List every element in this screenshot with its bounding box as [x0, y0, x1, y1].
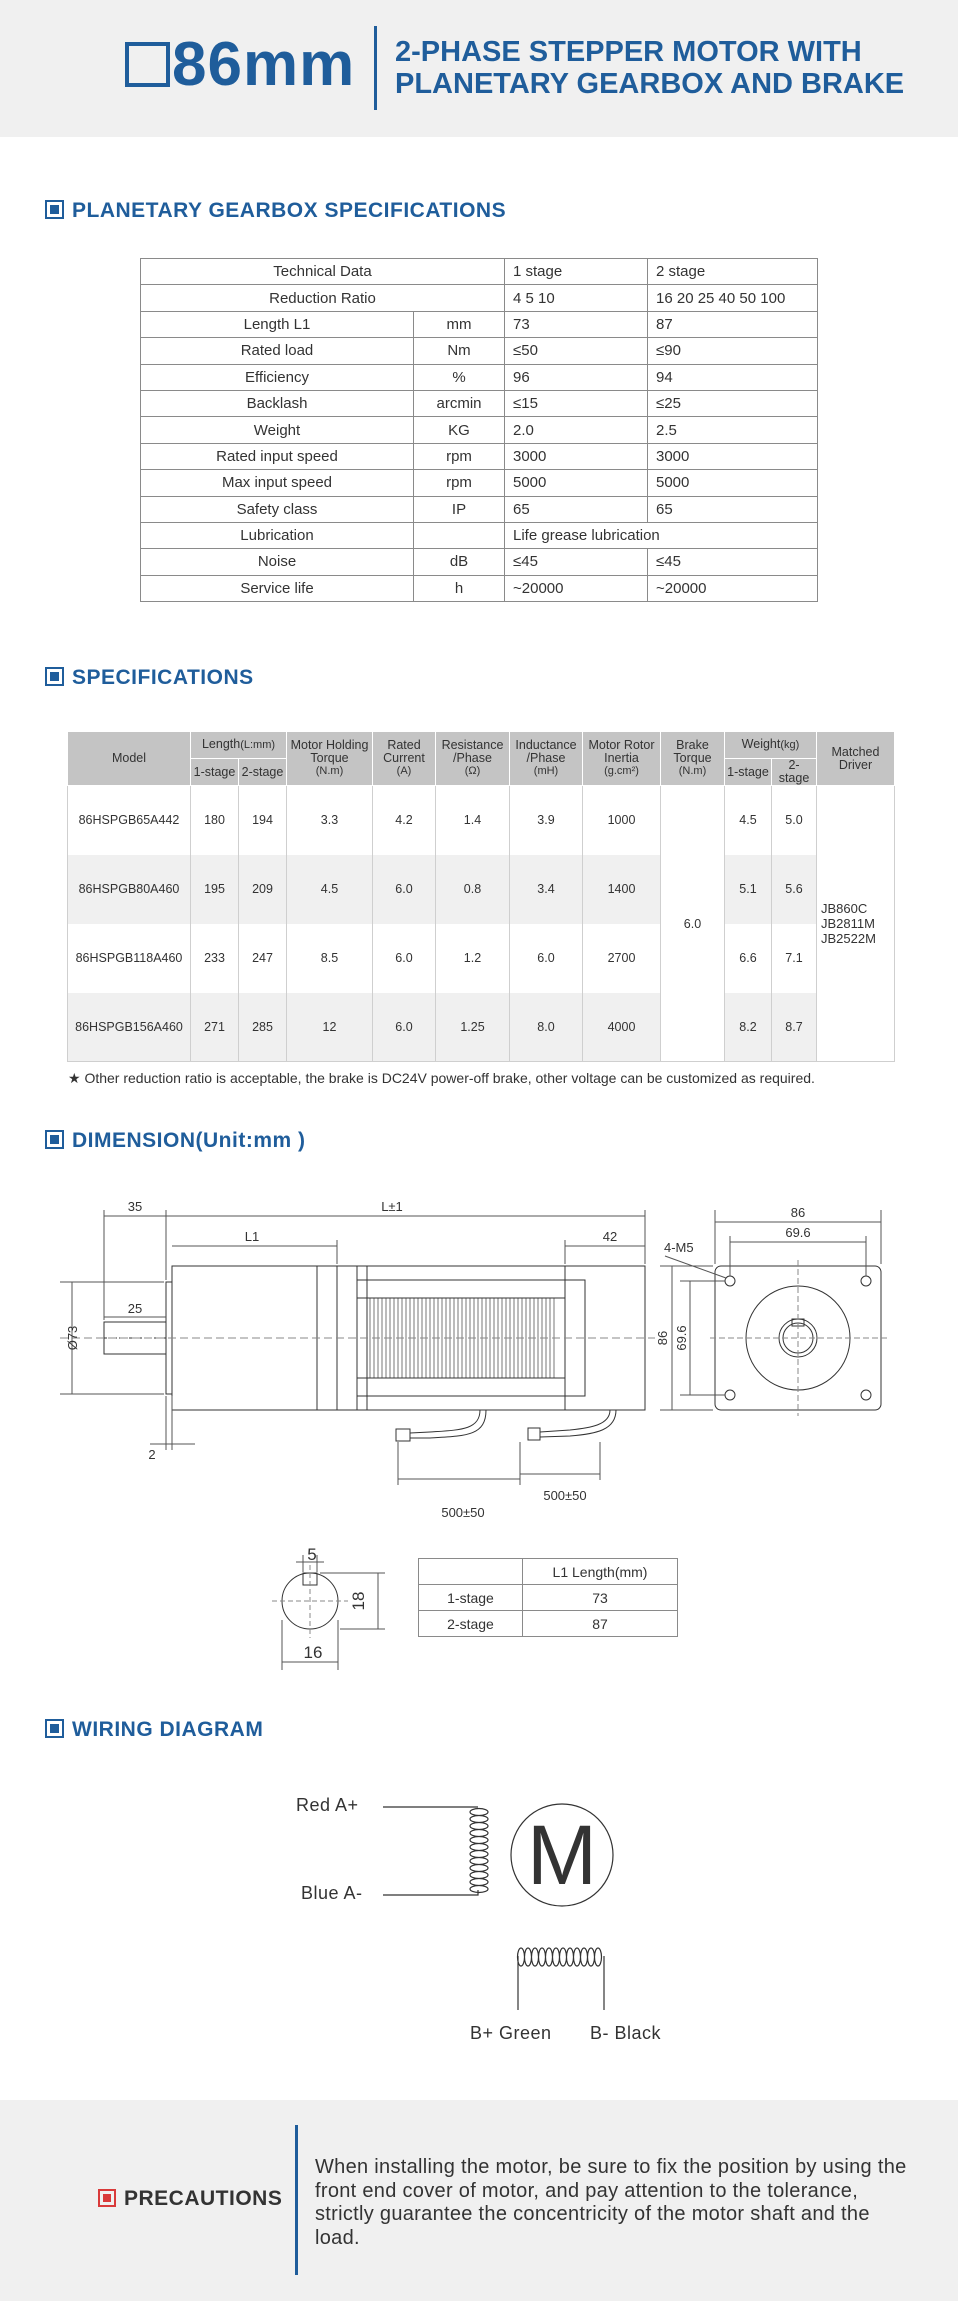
- gearbox-value-stage2: 65: [648, 496, 818, 522]
- spec-cell-w2: 7.1: [772, 924, 817, 993]
- dim-86-side: 86: [655, 1330, 670, 1346]
- length-table: [418, 1558, 678, 1637]
- wiring-diagram: [0, 1760, 958, 2060]
- driver-name: JB860C: [821, 901, 868, 916]
- col-inductance-line3: (mH): [533, 765, 559, 777]
- coil-b: [518, 1948, 605, 1966]
- gearbox-value-stage2: 87: [648, 311, 818, 337]
- gearbox-unit: rpm: [414, 470, 505, 496]
- spec-note: ★ Other reduction ratio is acceptable, the brake is DC24V power-off brake, other voltage can be customized as required.: [68, 1070, 815, 1086]
- dim-69-6-top: 69.6: [785, 1225, 811, 1240]
- spec-cell-inertia: 1400: [583, 855, 661, 924]
- col-torque-line1: Motor Holding: [290, 738, 369, 752]
- spec-cell-inductance: 3.9: [510, 786, 583, 855]
- gearbox-value-stage2: 94: [648, 364, 818, 390]
- gearbox-unit: dB: [414, 549, 505, 575]
- section-square-icon: [45, 1719, 64, 1738]
- square-icon: [125, 42, 170, 87]
- gearbox-row: [141, 522, 818, 548]
- gearbox-unit: IP: [414, 496, 505, 522]
- length-table-stage: 1-stage: [419, 1585, 523, 1611]
- spec-cell-w1: 8.2: [725, 993, 772, 1062]
- gearbox-value-stage2: ≤90: [648, 338, 818, 364]
- spec-cell-resistance: 0.8: [436, 855, 510, 924]
- col-driver: [817, 732, 895, 786]
- dim-2: 2: [148, 1447, 156, 1462]
- spec-cell-inductance: 3.4: [510, 855, 583, 924]
- shaft-dimension-texts: [304, 1545, 368, 1662]
- precaution-square-icon: [98, 2189, 116, 2207]
- gearbox-value-stage1: ~20000: [505, 575, 648, 601]
- gearbox-unit: Nm: [414, 338, 505, 364]
- col-current-line2: Current: [383, 751, 425, 765]
- length-table-stage: 2-stage: [419, 1611, 523, 1637]
- spec-cell-drivers: [817, 786, 895, 1062]
- length-table-value: 73: [523, 1585, 678, 1611]
- spec-cell-brake-torque: 6.0: [661, 786, 725, 1062]
- spec-cell-model: 86HSPGB65A442: [68, 786, 191, 855]
- gearbox-value-stage2: 5000: [648, 470, 818, 496]
- spec-cell-w2: 5.0: [772, 786, 817, 855]
- dim-35: 35: [127, 1199, 143, 1214]
- spec-cell-inertia: 4000: [583, 993, 661, 1062]
- col-resistance-line2: /Phase: [453, 751, 492, 765]
- spec-cell-w2: 5.6: [772, 855, 817, 924]
- col-weight-stage1: 1-stage: [725, 759, 772, 786]
- spec-row: [68, 993, 895, 1062]
- spec-cell-inductance: 8.0: [510, 993, 583, 1062]
- spec-cell-model: 86HSPGB118A460: [68, 924, 191, 993]
- col-inertia-line3: (g.cm²): [604, 765, 639, 777]
- length-table-header: L1 Length(mm): [523, 1559, 678, 1585]
- gearbox-spec-table: [140, 258, 818, 602]
- gearbox-value-stage2: 3000: [648, 443, 818, 469]
- col-length-unit: (L:mm): [240, 739, 276, 751]
- precautions-title: PRECAUTIONS: [124, 2187, 283, 2210]
- spec-cell-model: 86HSPGB80A460: [68, 855, 191, 924]
- section-title: SPECIFICATIONS: [72, 666, 254, 689]
- gearbox-row: [141, 549, 818, 575]
- col-inductance: [510, 732, 583, 786]
- label-black-b-minus: B- Black: [590, 2023, 662, 2043]
- col-brake-line2: Torque: [673, 751, 712, 765]
- spec-cell-torque: 12: [287, 993, 373, 1062]
- col-length: [191, 732, 287, 759]
- spec-row: [68, 924, 895, 993]
- section-title: WIRING DIAGRAM: [72, 1718, 264, 1741]
- col-driver-line2: Driver: [838, 757, 873, 772]
- gearbox-unit: KG: [414, 417, 505, 443]
- gearbox-row: [141, 443, 818, 469]
- spec-row: [68, 855, 895, 924]
- spec-cell-l1: 180: [191, 786, 239, 855]
- col-current: [373, 732, 436, 786]
- gearbox-label: Reduction Ratio: [141, 285, 505, 311]
- dim-42: 42: [602, 1229, 618, 1244]
- brake-cable: [540, 1410, 610, 1432]
- gearbox-unit: arcmin: [414, 390, 505, 416]
- spec-cell-resistance: 1.2: [436, 924, 510, 993]
- motor-cable-2: [410, 1410, 486, 1438]
- spec-cell-torque: 3.3: [287, 786, 373, 855]
- section-specs-heading: [45, 666, 254, 690]
- spec-cell-torque: 8.5: [287, 924, 373, 993]
- gearbox-unit: %: [414, 364, 505, 390]
- front-dimension-texts: [655, 1205, 811, 1351]
- gearbox-label: Lubrication: [141, 522, 414, 548]
- col-current-line3: (A): [396, 765, 412, 777]
- gearbox-unit: mm: [414, 311, 505, 337]
- gearbox-value-stage1: 65: [505, 496, 648, 522]
- spec-cell-l2: 247: [239, 924, 287, 993]
- gearbox-value-stage1: 5000: [505, 470, 648, 496]
- spec-cell-w1: 6.6: [725, 924, 772, 993]
- gearbox-row: [141, 311, 818, 337]
- gearbox-label: Service life: [141, 575, 414, 601]
- dim-key-18: 18: [349, 1591, 368, 1611]
- precautions-heading: [98, 2187, 282, 2211]
- gearbox-label: Technical Data: [141, 259, 505, 285]
- gearbox-value-stage1: 3000: [505, 443, 648, 469]
- gearbox-label: Backlash: [141, 390, 414, 416]
- gearbox-value-stage1: ≤50: [505, 338, 648, 364]
- dim-shaft-16: 16: [303, 1643, 323, 1662]
- col-inertia: [583, 732, 661, 786]
- spec-cell-current: 6.0: [373, 855, 436, 924]
- gearbox-label: Rated load: [141, 338, 414, 364]
- col-inductance-line2: /Phase: [526, 751, 566, 765]
- col-weight-unit: (kg): [780, 739, 800, 751]
- col-resistance-line3: (Ω): [464, 765, 481, 777]
- spec-cell-w2: 8.7: [772, 993, 817, 1062]
- gearbox-value-stage2: ~20000: [648, 575, 818, 601]
- title-line-2: PLANETARY GEARBOX AND BRAKE: [395, 68, 905, 100]
- spec-cell-inertia: 2700: [583, 924, 661, 993]
- spec-row: [68, 786, 895, 855]
- col-inertia-line1: Motor Rotor: [588, 738, 655, 752]
- section-dimension-heading: [45, 1129, 306, 1153]
- gearbox-value-stage2: ≤45: [648, 549, 818, 575]
- col-inductance-line1: Inductance: [515, 738, 577, 752]
- precautions-band: [0, 2100, 958, 2301]
- section-title: DIMENSION(Unit:mm ): [72, 1129, 306, 1152]
- gearbox-value-stage1: ≤15: [505, 390, 648, 416]
- col-torque-line3: (N.m): [315, 765, 344, 777]
- section-square-icon: [45, 200, 64, 219]
- dimension-lines: [60, 1210, 645, 1485]
- col-resistance: [436, 732, 510, 786]
- col-driver-line1: Matched: [831, 744, 880, 759]
- gearbox-label: Length L1: [141, 311, 414, 337]
- dim-phi73: Ø73: [65, 1325, 80, 1351]
- motor-size: 86mm: [172, 30, 356, 99]
- col-current-line1: Rated: [387, 738, 421, 752]
- spec-cell-l1: 271: [191, 993, 239, 1062]
- spec-cell-inertia: 1000: [583, 786, 661, 855]
- gearbox-value-stage1: 1 stage: [505, 259, 648, 285]
- dim-4-m5: 4-M5: [664, 1240, 694, 1255]
- col-resistance-line1: Resistance: [441, 738, 504, 752]
- spec-cell-current: 6.0: [373, 924, 436, 993]
- gearbox-value-stage2: 16 20 25 40 50 100: [648, 285, 818, 311]
- gearbox-label: Rated input speed: [141, 443, 414, 469]
- gearbox-value-stage1: 2.0: [505, 417, 648, 443]
- gearbox-unit: [414, 522, 505, 548]
- col-length-stage1: 1-stage: [191, 759, 239, 786]
- length-table-corner: [419, 1559, 523, 1585]
- precautions-divider: [295, 2125, 298, 2275]
- gearbox-row: [141, 338, 818, 364]
- dim-69-6-side: 69.6: [674, 1325, 689, 1351]
- precautions-text: When installing the motor, be sure to fix the position by using the front end cover of motor, and pay attention to the tolerance, strictly guarantee the concentricity of the motor shaft and the load.: [315, 2156, 907, 2249]
- col-brake-line1: Brake: [676, 738, 709, 752]
- coil-a: [460, 1807, 488, 1895]
- spec-cell-resistance: 1.25: [436, 993, 510, 1062]
- section-gearbox-heading: [45, 199, 506, 223]
- dim-25: 25: [127, 1301, 143, 1316]
- gearbox-row: [141, 470, 818, 496]
- gearbox-value-stage2: 2 stage: [648, 259, 818, 285]
- driver-name: JB2522M: [821, 931, 876, 946]
- gearbox-row: [141, 575, 818, 601]
- gearbox-label: Weight: [141, 417, 414, 443]
- motor-spec-table: [67, 731, 895, 1062]
- brake-connector: [528, 1428, 540, 1440]
- col-weight-label: Weight: [741, 737, 781, 751]
- label-blue-a-minus: Blue A-: [301, 1883, 363, 1903]
- section-square-icon: [45, 1130, 64, 1149]
- col-inertia-line2: Inertia: [604, 751, 639, 765]
- col-weight-stage2: 2-stage: [772, 759, 817, 786]
- spec-cell-l1: 195: [191, 855, 239, 924]
- driver-name: JB2811M: [821, 916, 875, 931]
- dim-l1: L1: [244, 1229, 260, 1244]
- spec-cell-l2: 194: [239, 786, 287, 855]
- spec-cell-l2: 285: [239, 993, 287, 1062]
- gearbox-row: [141, 417, 818, 443]
- gearbox-label: Max input speed: [141, 470, 414, 496]
- length-table-value: 87: [523, 1611, 678, 1637]
- spec-cell-current: 6.0: [373, 993, 436, 1062]
- fin-band-bottom: [357, 1378, 565, 1396]
- gearbox-value-stage2: ≤25: [648, 390, 818, 416]
- spec-cell-w1: 5.1: [725, 855, 772, 924]
- shaft-dimension-lines: [282, 1555, 385, 1670]
- label-red-a-plus: Red A+: [296, 1795, 359, 1815]
- gearbox-value-stage1: ≤45: [505, 549, 648, 575]
- spec-cell-model: 86HSPGB156A460: [68, 993, 191, 1062]
- spec-cell-resistance: 1.4: [436, 786, 510, 855]
- spec-cell-torque: 4.5: [287, 855, 373, 924]
- dim-key-5: 5: [307, 1545, 317, 1564]
- gearbox-unit: h: [414, 575, 505, 601]
- motor-connector: [396, 1429, 410, 1441]
- dim-lead2: 500±50: [543, 1488, 587, 1503]
- header-divider: [374, 26, 377, 110]
- spec-cell-current: 4.2: [373, 786, 436, 855]
- col-torque-line2: Torque: [310, 751, 349, 765]
- motor-symbol-letter: M: [527, 1808, 597, 1902]
- gearbox-label: Efficiency: [141, 364, 414, 390]
- label-green-b-plus: B+ Green: [470, 2023, 552, 2043]
- gearbox-unit: rpm: [414, 443, 505, 469]
- gearbox-row: [141, 496, 818, 522]
- fin-band-top: [357, 1280, 565, 1298]
- section-square-icon: [45, 667, 64, 686]
- col-brake: [661, 732, 725, 786]
- section-title: PLANETARY GEARBOX SPECIFICATIONS: [72, 199, 507, 222]
- col-weight: [725, 732, 817, 759]
- dim-86-top: 86: [790, 1205, 806, 1220]
- gearbox-row: [141, 390, 818, 416]
- section-wiring-heading: [45, 1718, 263, 1742]
- gearbox-value-stage2: 2.5: [648, 417, 818, 443]
- col-model: Model: [68, 732, 191, 786]
- gearbox-value: Life grease lubrication: [505, 522, 818, 548]
- page-header: [0, 0, 958, 137]
- gearbox-value-stage1: 73: [505, 311, 648, 337]
- col-brake-line3: (N.m): [678, 765, 707, 777]
- gearbox-row: [141, 285, 818, 311]
- col-torque: [287, 732, 373, 786]
- dim-lead1: 500±50: [441, 1505, 485, 1520]
- gearbox-value-stage1: 4 5 10: [505, 285, 648, 311]
- motor-cable: [410, 1410, 480, 1433]
- gearbox-label: Safety class: [141, 496, 414, 522]
- gearbox-row: [141, 259, 818, 285]
- gearbox-label: Noise: [141, 549, 414, 575]
- spec-cell-w1: 4.5: [725, 786, 772, 855]
- title-line-1: 2-PHASE STEPPER MOTOR WITH: [395, 36, 862, 68]
- spec-cell-inductance: 6.0: [510, 924, 583, 993]
- page-title: [395, 36, 904, 100]
- col-length-stage2: 2-stage: [239, 759, 287, 786]
- gearbox-value-stage1: 96: [505, 364, 648, 390]
- brake-cable-2: [540, 1410, 616, 1437]
- spec-cell-l1: 233: [191, 924, 239, 993]
- spec-cell-l2: 209: [239, 855, 287, 924]
- gearbox-row: [141, 364, 818, 390]
- dim-l-total: L±1: [381, 1199, 403, 1214]
- col-length-label: Length: [201, 737, 241, 751]
